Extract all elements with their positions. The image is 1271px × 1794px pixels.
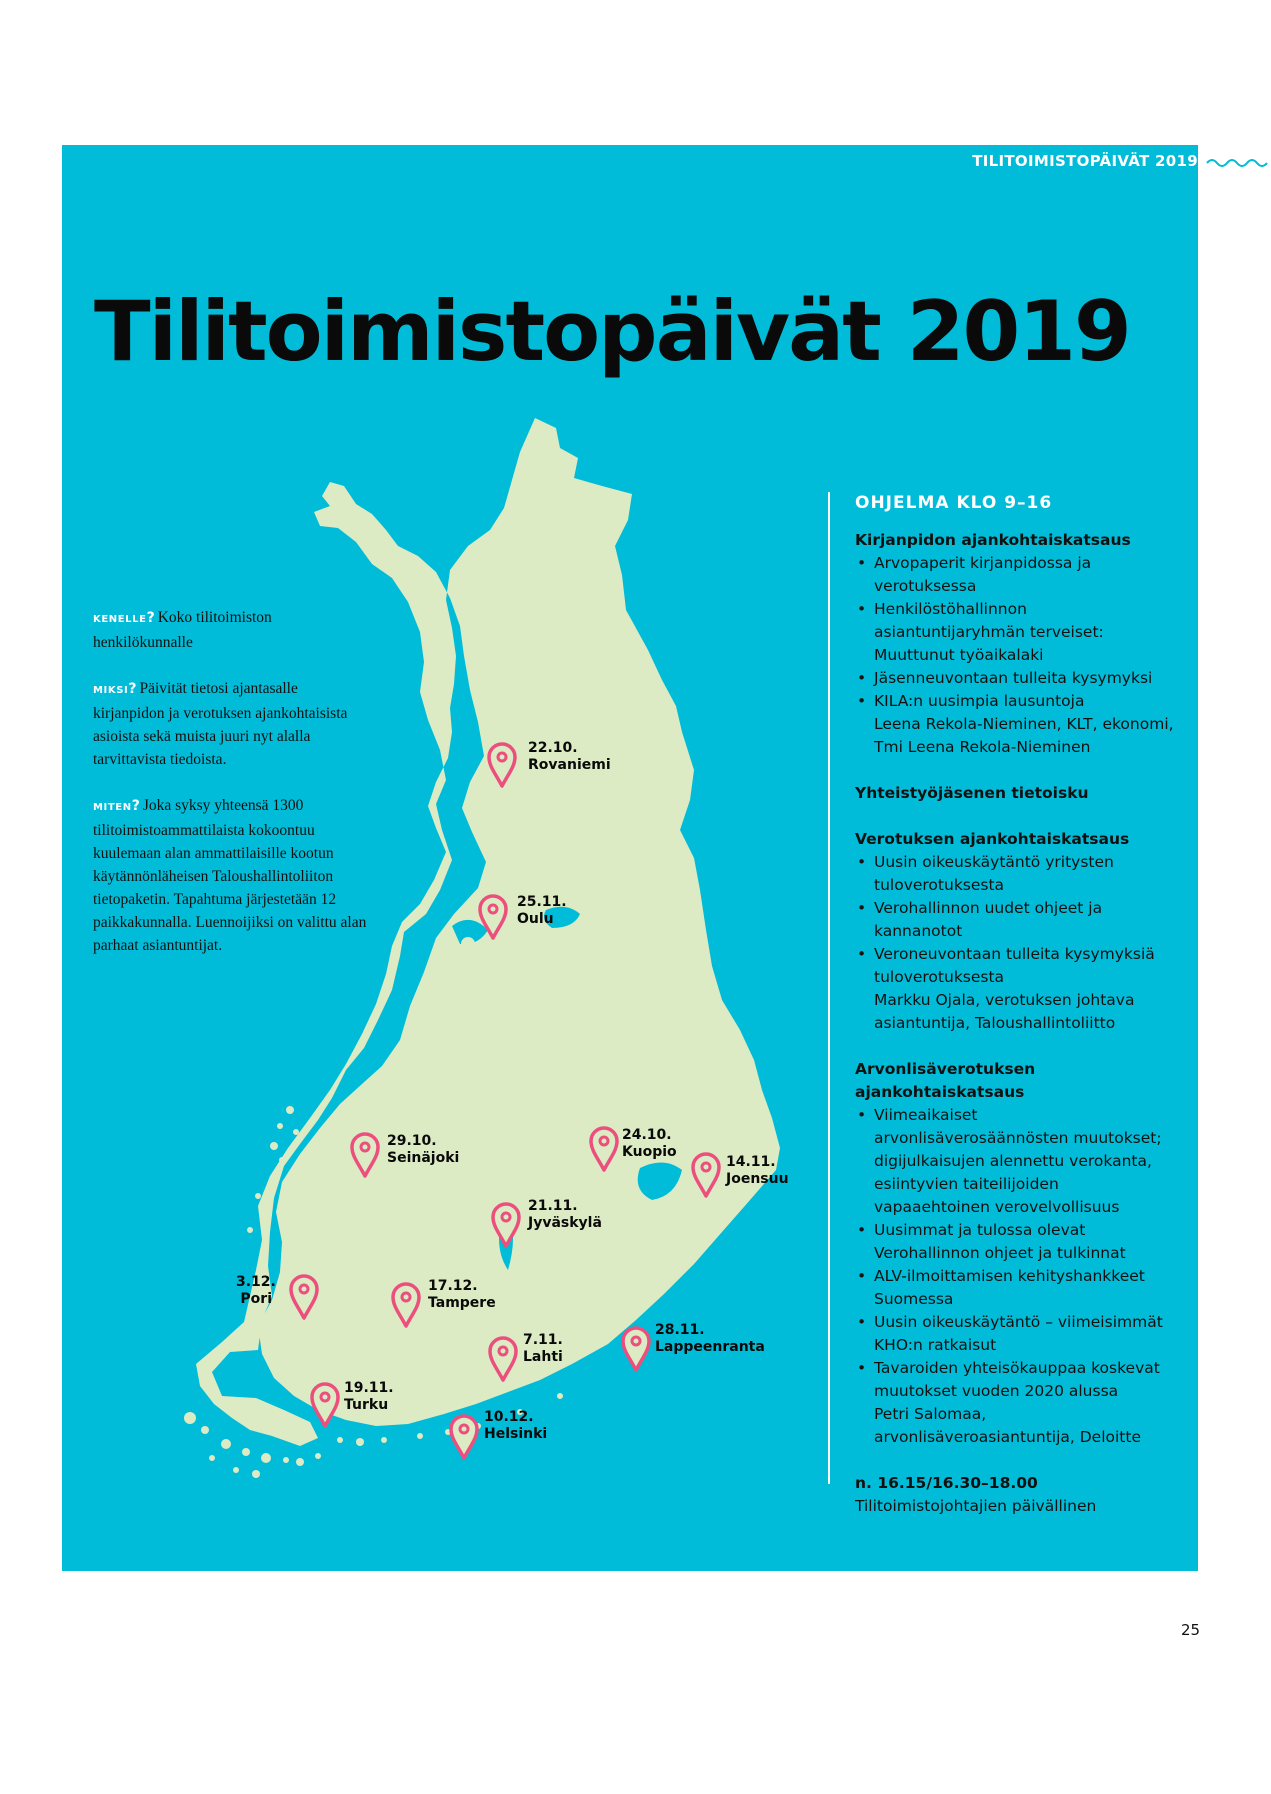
- pin-city: Rovaniemi: [528, 757, 611, 773]
- list-item: • KILA:n uusimpia lausuntoja: [855, 690, 1175, 713]
- pin-city: Jyväskylä: [528, 1215, 602, 1231]
- speaker-note: Petri Salomaa, arvonlisäveroasiantuntija, Deloitte: [874, 1405, 1141, 1446]
- pin-city: Seinäjoki: [387, 1150, 460, 1166]
- list-item: • Uusin oikeuskäytäntö – viimeisimmät KHO:n ratkaisut: [855, 1311, 1175, 1357]
- page-title: Tilitoimistopäivät 2019: [94, 283, 1130, 380]
- pin-label-joensuu: [726, 1154, 789, 1188]
- pin-label-jyvaskyla: [528, 1198, 602, 1232]
- pin-date: 3.12.: [236, 1274, 276, 1290]
- pin-date: 14.11.: [726, 1154, 776, 1170]
- pin-city: Lahti: [523, 1349, 563, 1365]
- pin-city: Pori: [240, 1291, 272, 1307]
- pin-date: 28.11.: [655, 1322, 705, 1338]
- pin-label-lahti: [523, 1332, 563, 1366]
- pin-date: 25.11.: [517, 894, 567, 910]
- pin-date: 7.11.: [523, 1332, 563, 1348]
- list-item: • ALV-ilmoittamisen kehityshankkeet Suomessa: [855, 1265, 1175, 1311]
- pin-label-lappeenranta: [655, 1322, 765, 1356]
- pin-city: Tampere: [428, 1295, 496, 1311]
- intro-kicker: MIKSI: [93, 685, 129, 696]
- speaker-note: Markku Ojala, verotuksen johtava asiantuntija, Taloushallintoliitto: [874, 991, 1135, 1032]
- map-pin-icon: [312, 1384, 338, 1426]
- pin-date: 21.11.: [528, 1198, 578, 1214]
- dinner-text: Tilitoimistojohtajien päivällinen: [855, 1497, 1097, 1515]
- map-pin-icon: [623, 1328, 649, 1370]
- pin-date: 29.10.: [387, 1133, 437, 1149]
- intro-miksi: [93, 677, 371, 771]
- list-item: • Uusin oikeuskäytäntö yritysten tuloverotuksesta: [855, 851, 1175, 897]
- intro-body: Päivität tietosi ajantasalle kirjanpidon ja verotuksen ajankohtaisista asioista sekä muista juuri nyt alalla tarvittavista tiedoista.: [93, 680, 348, 768]
- list-item: • Henkilöstöhallinnon asiantuntijaryhmän terveiset: Muuttunut työaikalaki: [855, 598, 1175, 667]
- pin-date: 19.11.: [344, 1380, 394, 1396]
- intro-text: [93, 606, 371, 980]
- page-number: 25: [1181, 1621, 1201, 1639]
- pin-city: Turku: [344, 1397, 389, 1413]
- intro-kicker-mark: ?: [146, 610, 155, 626]
- pin-city: Lappeenranta: [655, 1339, 765, 1355]
- intro-kicker-mark: ?: [128, 681, 137, 697]
- pin-label-tampere: [428, 1278, 496, 1312]
- section-title: Yhteistyöjäsenen tietoisku: [855, 784, 1089, 802]
- pin-date: 24.10.: [622, 1127, 672, 1143]
- section-list: [855, 552, 1175, 713]
- intro-body: Koko tilitoimiston henkilökunnalle: [93, 609, 272, 651]
- program-dinner: [855, 1472, 1175, 1518]
- list-item: • Viimeaikaiset arvonlisäverosäännösten muutokset; digijulkaisujen alennettu verokanta, esiintyvien taiteilijoiden vapaaehtoinen verovelvollisuus: [855, 1104, 1175, 1219]
- intro-kicker: MITEN: [93, 802, 132, 813]
- pin-label-rovaniemi: [528, 740, 611, 774]
- list-item: • Tavaroiden yhteisökauppaa koskevat muutokset vuoden 2020 alussa: [855, 1357, 1175, 1403]
- pin-date: 17.12.: [428, 1278, 478, 1294]
- list-item: • Uusimmat ja tulossa olevat Verohallinnon ohjeet ja tulkinnat: [855, 1219, 1175, 1265]
- intro-kicker-mark: ?: [131, 798, 140, 814]
- program-section-verotus: [855, 828, 1175, 1035]
- program-section-alv: [855, 1058, 1175, 1449]
- map-pin-icon: [451, 1416, 477, 1458]
- section-list: [855, 851, 1175, 989]
- pin-date: 22.10.: [528, 740, 578, 756]
- header-tag: TILITOIMISTOPÄIVÄT 2019: [972, 152, 1198, 170]
- pin-date: 10.12.: [484, 1409, 534, 1425]
- intro-body: Joka syksy yhteensä 1300 tilitoimistoammattilaista kokoontuu kuulemaan alan ammattilaisille kootun käytännönläheisen Taloushallintoliiton tietopaketin. Tapahtuma järjestetään 12 paikkakunnalla. Luennoijiksi on valittu alan parhaat asiantuntijat.: [93, 797, 367, 954]
- dinner-time: n. 16.15/16.30–18.00: [855, 1474, 1038, 1492]
- pin-label-seinajoki: [387, 1133, 459, 1167]
- program-section-yhteistyo: [855, 782, 1175, 805]
- pin-city: Kuopio: [622, 1144, 677, 1160]
- pin-city: Helsinki: [484, 1426, 548, 1442]
- program-section-kirjanpito: [855, 529, 1175, 759]
- pin-city: Oulu: [517, 911, 554, 927]
- pin-label-oulu: [517, 894, 567, 928]
- list-item: • Jäsenneuvontaan tulleita kysymyksi: [855, 667, 1175, 690]
- list-item: • Arvopaperit kirjanpidossa ja verotuksessa: [855, 552, 1175, 598]
- program-column: [855, 492, 1175, 1541]
- list-item: • Verohallinnon uudet ohjeet ja kannanotot: [855, 897, 1175, 943]
- pin-label-pori: [236, 1274, 276, 1308]
- section-title: Arvonlisäverotuksen ajankohtaiskatsaus: [855, 1060, 1036, 1101]
- section-list: [855, 1104, 1175, 1403]
- speaker-note: Leena Rekola-Nieminen, KLT, ekonomi, Tmi Leena Rekola-Nieminen: [874, 715, 1174, 756]
- section-title: Kirjanpidon ajankohtaiskatsaus: [855, 531, 1131, 549]
- intro-kenelle: [93, 606, 371, 654]
- intro-kicker: KENELLE: [93, 614, 147, 625]
- pin-city: Joensuu: [726, 1171, 789, 1187]
- program-divider: [828, 492, 830, 1484]
- section-title: Verotuksen ajankohtaiskatsaus: [855, 830, 1130, 848]
- intro-miten: [93, 794, 371, 957]
- pin-label-helsinki: [484, 1409, 547, 1443]
- pin-label-kuopio: [622, 1127, 677, 1161]
- list-item: • Veroneuvontaan tulleita kysymyksiä tuloverotuksesta: [855, 943, 1175, 989]
- program-heading: OHJELMA KLO 9–16: [855, 493, 1053, 513]
- pin-label-turku: [344, 1380, 394, 1414]
